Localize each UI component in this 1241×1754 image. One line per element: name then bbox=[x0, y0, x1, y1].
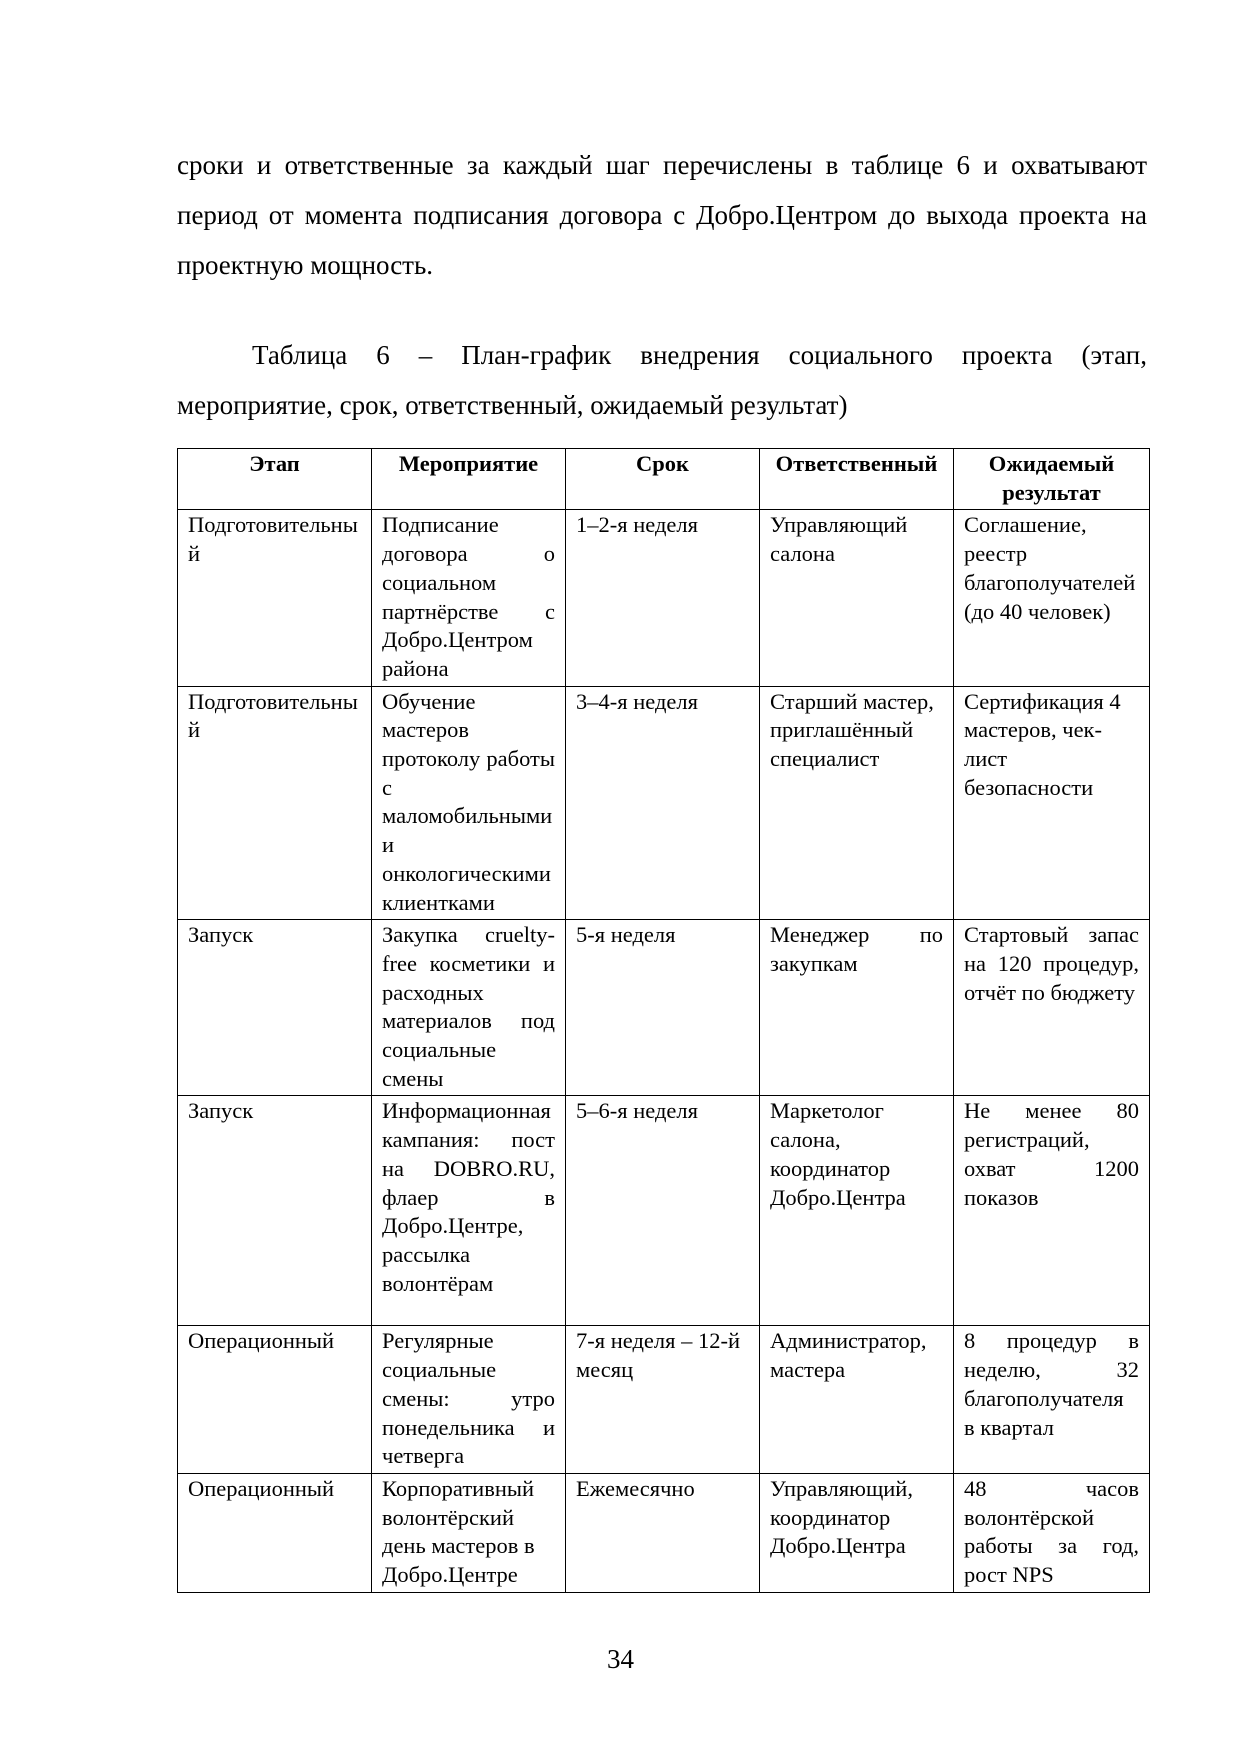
table-row bbox=[178, 686, 1150, 920]
cell-activity: Информационная кампания: пост на DOBRO.RU, флаер в Добро.Центре, рассылка волонтёрам bbox=[372, 1096, 566, 1326]
cell-result: 48 часов волонтёрской работы за год, рост NPS bbox=[954, 1473, 1150, 1592]
cell-stage: Операционный bbox=[178, 1326, 372, 1474]
header-activity: Мероприятие bbox=[372, 449, 566, 510]
cell-result: 8 процедур в неделю, 32 благополучателя в квартал bbox=[954, 1326, 1150, 1474]
cell-stage: Запуск bbox=[178, 1096, 372, 1326]
body-paragraph: сроки и ответственные за каждый шаг перечислены в таблице 6 и охватывают период от момента подписания договора с Добро.Центром до выхода проекта на проектную мощность. bbox=[177, 150, 1147, 280]
cell-responsible: Менеджер по закупкам bbox=[760, 920, 954, 1096]
cell-responsible: Управляющий, координатор Добро.Центра bbox=[760, 1473, 954, 1592]
cell-stage: Подготовительный bbox=[178, 510, 372, 686]
table-row bbox=[178, 1473, 1150, 1592]
cell-stage: Запуск bbox=[178, 920, 372, 1096]
cell-activity: Корпоративный волонтёрский день мастеров в Добро.Центре bbox=[372, 1473, 566, 1592]
table-row bbox=[178, 920, 1150, 1096]
cell-term: Ежемесячно bbox=[566, 1473, 760, 1592]
cell-activity: Подписание договора о социальном партнёрстве с Добро.Центром района bbox=[372, 510, 566, 686]
header-term: Срок bbox=[566, 449, 760, 510]
cell-activity: Регулярные социальные смены: утро понедельника и четверга bbox=[372, 1326, 566, 1474]
page-number: 34 bbox=[607, 1644, 634, 1674]
cell-activity: Закупка cruelty-free косметики и расходных материалов под социальные смены bbox=[372, 920, 566, 1096]
cell-activity: Обучение мастеров протоколу работы с маломобильными и онкологическими клиентками bbox=[372, 686, 566, 920]
cell-term: 1–2-я неделя bbox=[566, 510, 760, 686]
cell-term: 7-я неделя – 12-й месяц bbox=[566, 1326, 760, 1474]
cell-term: 5-я неделя bbox=[566, 920, 760, 1096]
cell-stage: Операционный bbox=[178, 1473, 372, 1592]
header-stage: Этап bbox=[178, 449, 372, 510]
implementation-schedule-table bbox=[177, 448, 1150, 1593]
cell-responsible: Управляющий салона bbox=[760, 510, 954, 686]
cell-term: 3–4-я неделя bbox=[566, 686, 760, 920]
cell-responsible: Старший мастер, приглашённый специалист bbox=[760, 686, 954, 920]
cell-result: Не менее 80 регистраций, охват 1200 показов bbox=[954, 1096, 1150, 1326]
cell-result: Соглашение, реестр благополучателей (до 40 человек) bbox=[954, 510, 1150, 686]
cell-result: Стартовый запас на 120 процедур, отчёт по бюджету bbox=[954, 920, 1150, 1096]
cell-term: 5–6-я неделя bbox=[566, 1096, 760, 1326]
cell-stage: Подготовительный bbox=[178, 686, 372, 920]
table-header-row bbox=[178, 449, 1150, 510]
table-row bbox=[178, 1326, 1150, 1474]
cell-responsible: Администратор, мастера bbox=[760, 1326, 954, 1474]
table-row bbox=[178, 1096, 1150, 1326]
cell-result: Сертификация 4 мастеров, чек-лист безопасности bbox=[954, 686, 1150, 920]
cell-responsible: Маркетолог салона, координатор Добро.Центра bbox=[760, 1096, 954, 1326]
table-caption: Таблица 6 – План-график внедрения социального проекта (этап, мероприятие, срок, ответственный, ожидаемый результат) bbox=[177, 340, 1147, 420]
header-responsible: Ответственный bbox=[760, 449, 954, 510]
table-row bbox=[178, 510, 1150, 686]
header-result: Ожидаемый результат bbox=[954, 449, 1150, 510]
